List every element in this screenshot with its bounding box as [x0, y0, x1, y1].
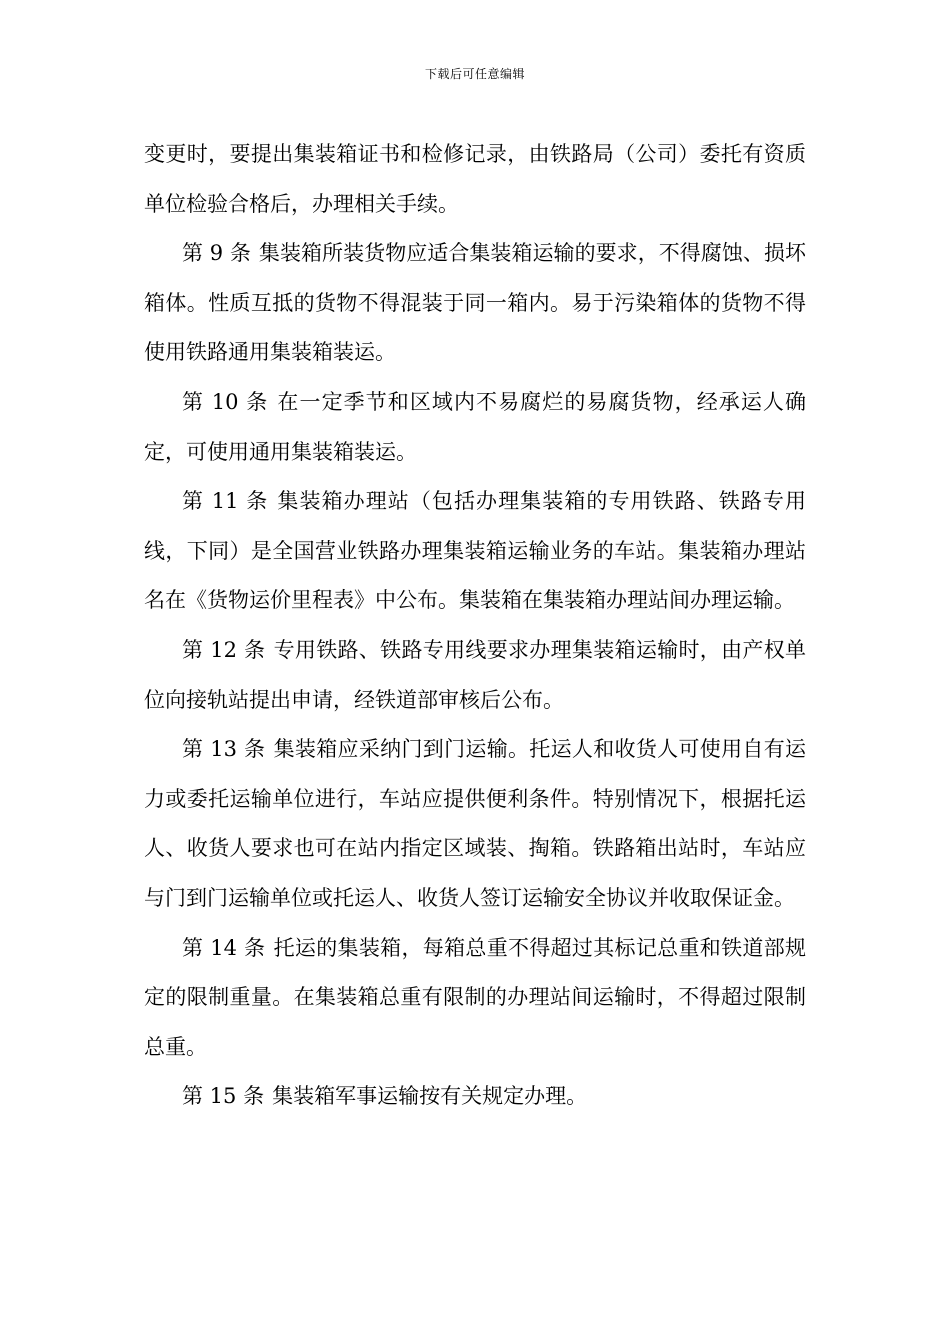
paragraph-text: 专用铁路、铁路专用线要求办理集装箱运输时，由产权单位向接轨站提出申请，经铁道部审核后公布。	[144, 637, 807, 712]
paragraph-text: 变更时，要提出集装箱证书和检修记录，由铁路局（公司）委托有资质单位检验合格后，办理相关手续。	[144, 142, 806, 216]
paragraph-article-11	[144, 477, 806, 626]
header-note: 下载后可任意编辑	[424, 67, 525, 81]
paragraph-article-15	[144, 1072, 806, 1122]
article-number: 第 14 条	[182, 935, 266, 960]
paragraph-text: 集装箱军事运输按有关规定办理。	[272, 1084, 588, 1109]
article-number: 第 12 条	[182, 637, 266, 662]
body-text	[144, 130, 806, 1122]
paragraph-article-13	[144, 725, 806, 923]
article-number: 第 15 条	[182, 1084, 265, 1109]
paragraph-article-10	[144, 378, 806, 477]
paragraph-text: 在一定季节和区域内不易腐烂的易腐货物，经承运人确定，可使用通用集装箱装运。	[144, 389, 807, 464]
paragraph-text: 集装箱办理站（包括办理集装箱的专用铁路、铁路专用线，下同）是全国营业铁路办理集装箱运输业务的车站。集装箱办理站名在《货物运价里程表》中公布。集装箱在集装箱办理站间办理运输。	[144, 489, 807, 613]
article-number: 第 13 条	[182, 737, 266, 762]
paragraph-text: 集装箱所装货物应适合集装箱运输的要求，不得腐蚀、损坏箱体。性质互抵的货物不得混装于同一箱内。易于污染箱体的货物不得使用铁路通用集装箱装运。	[144, 241, 806, 365]
paragraph-text: 托运的集装箱，每箱总重不得超过其标记总重和铁道部规定的限制重量。在集装箱总重有限制的办理站间运输时，不得超过限制总重。	[144, 935, 807, 1059]
paragraph-text: 集装箱应采纳门到门运输。托运人和收货人可使用自有运力或委托运输单位进行，车站应提供便利条件。特别情况下，根据托运人、收货人要求也可在站内指定区域装、掏箱。铁路箱出站时，车站应与门到门运输单位或托运人、收货人签订运输安全协议并收取保证金。	[144, 737, 807, 910]
article-number: 第 11 条	[182, 489, 269, 514]
paragraph-article-12	[144, 626, 806, 725]
article-number: 第 10 条	[182, 389, 269, 414]
paragraph-article-9	[144, 229, 806, 378]
paragraph-article-14	[144, 924, 806, 1073]
article-number: 第 9 条	[182, 241, 251, 266]
paragraph-continuation	[144, 130, 806, 229]
